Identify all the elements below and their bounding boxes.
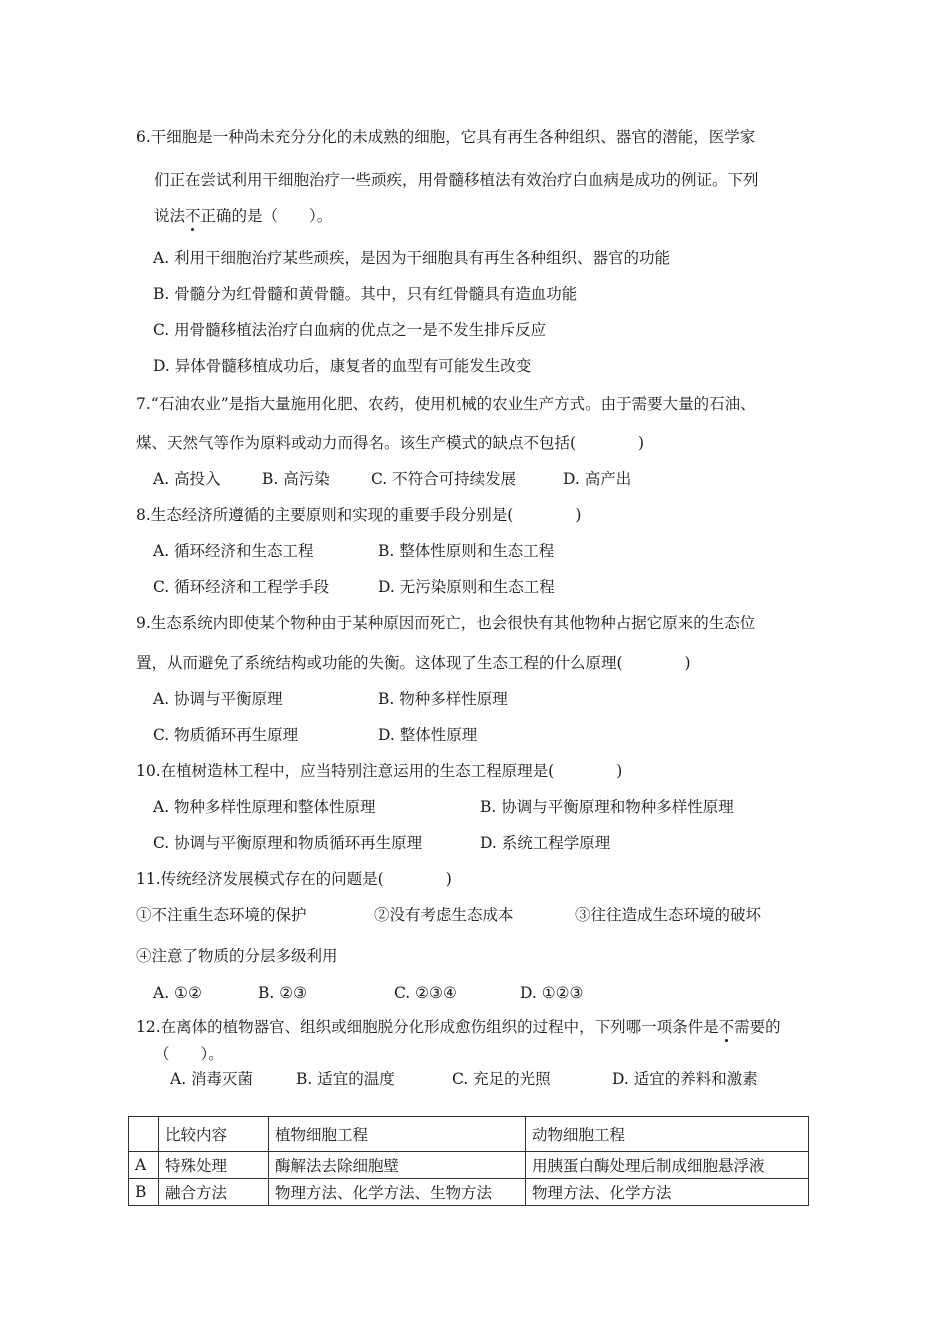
q8-option-c[interactable]: C. 循环经济和工程学手段 — [153, 578, 330, 596]
q11-option-d[interactable]: D. ①②③ — [520, 984, 584, 1002]
table-row — [129, 1179, 809, 1206]
q10-option-c[interactable]: C. 协调与平衡原理和物质循环再生原理 — [153, 834, 423, 852]
table-cell: 用胰蛋白酶处理后制成细胞悬浮液 — [526, 1152, 809, 1179]
q8-stem: 8.生态经济所遵循的主要原则和实现的重要手段分别是( ) — [136, 506, 582, 524]
q7-stem-line2: 煤、天然气等作为原料或动力而得名。该生产模式的缺点不包括( ) — [136, 434, 645, 452]
q7-option-d[interactable]: D. 高产出 — [563, 470, 632, 488]
q12-stem-line1 — [136, 1017, 781, 1037]
table-cell: A — [129, 1152, 159, 1179]
q9-stem-line2: 置，从而避免了系统结构或功能的失衡。这体现了生态工程的什么原理( ) — [136, 654, 691, 672]
q7-option-b[interactable]: B. 高污染 — [262, 470, 330, 488]
table-header-cell: 动物细胞工程 — [526, 1117, 809, 1152]
table-cell: 特殊处理 — [159, 1152, 269, 1179]
q12-option-c[interactable]: C. 充足的光照 — [452, 1070, 551, 1088]
table-header-cell: 植物细胞工程 — [269, 1117, 526, 1152]
q11-option-b[interactable]: B. ②③ — [258, 984, 308, 1002]
table-cell: 物理方法、化学方法、生物方法 — [269, 1179, 526, 1206]
q8-option-d[interactable]: D. 无污染原则和生态工程 — [378, 578, 555, 596]
q6-stem-line3 — [154, 206, 332, 226]
q12-emphasis-char: 不 — [718, 1018, 735, 1036]
q11-stem: 11.传统经济发展模式存在的问题是( ) — [136, 870, 452, 888]
q12-stem-line1-pre: 12.在离体的植物器官、组织或细胞脱分化形成愈伤组织的过程中，下列哪一项条件是 — [136, 1018, 719, 1036]
q11-item-2: ②没有考虑生态成本 — [374, 906, 514, 924]
q10-stem: 10.在植树造林工程中，应当特别注意运用的生态工程原理是( ) — [136, 762, 623, 780]
q7-stem-line1: 7.“石油农业”是指大量施用化肥、农药，使用机械的农业生产方式。由于需要大量的石油、 — [136, 395, 756, 413]
q10-option-d[interactable]: D. 系统工程学原理 — [480, 834, 611, 852]
q6-stem-line3-post: 正确的是（ ）。 — [200, 207, 333, 225]
q6-option-c[interactable]: C. 用骨髓移植法治疗白血病的优点之一是不发生排斥反应 — [153, 321, 547, 339]
q6-stem-line2: 们正在尝试利用干细胞治疗一些顽疾，用骨髓移植法有效治疗白血病是成功的例证。下列 — [154, 171, 759, 189]
q9-option-b[interactable]: B. 物种多样性原理 — [378, 690, 508, 708]
q10-option-b[interactable]: B. 协调与平衡原理和物种多样性原理 — [480, 798, 734, 816]
q7-option-a[interactable]: A. 高投入 — [153, 470, 221, 488]
q8-option-b[interactable]: B. 整体性原则和生态工程 — [378, 542, 555, 560]
table-header-cell: 比较内容 — [159, 1117, 269, 1152]
q12-option-a[interactable]: A. 消毒灭菌 — [170, 1070, 254, 1088]
q6-stem-line3-pre: 说法 — [154, 207, 186, 225]
q9-option-d[interactable]: D. 整体性原理 — [378, 726, 478, 744]
table-cell: 物理方法、化学方法 — [526, 1179, 809, 1206]
q9-stem-line1: 9.生态系统内即使某个物种由于某种原因而死亡，也会很快有其他物种占据它原来的生态位 — [136, 614, 756, 632]
q6-option-b[interactable]: B. 骨髓分为红骨髓和黄骨髓。其中，只有红骨髓具有造血功能 — [153, 285, 578, 303]
q10-option-a[interactable]: A. 物种多样性原理和整体性原理 — [153, 798, 376, 816]
q9-option-a[interactable]: A. 协调与平衡原理 — [153, 690, 283, 708]
table-cell: B — [129, 1179, 159, 1206]
q11-item-1: ①不注重生态环境的保护 — [136, 906, 307, 924]
q6-option-a[interactable]: A. 利用干细胞治疗某些顽疾，是因为干细胞具有再生各种组织、器官的功能 — [153, 249, 671, 267]
q7-option-c[interactable]: C. 不符合可持续发展 — [371, 470, 517, 488]
q6-option-d[interactable]: D. 异体骨髓移植成功后，康复者的血型有可能发生改变 — [153, 357, 532, 375]
q8-option-a[interactable]: A. 循环经济和生态工程 — [153, 542, 314, 560]
table-header-row — [129, 1117, 809, 1152]
table-cell: 酶解法去除细胞壁 — [269, 1152, 526, 1179]
comparison-table — [128, 1116, 809, 1206]
table-header-cell — [129, 1117, 159, 1152]
q11-option-a[interactable]: A. ①② — [153, 984, 202, 1002]
q11-item-4: ④注意了物质的分层多级利用 — [136, 947, 338, 965]
q11-item-3: ③往往造成生态环境的破坏 — [575, 906, 762, 924]
q12-option-d[interactable]: D. 适宜的养料和激素 — [612, 1070, 758, 1088]
q6-stem-line1: 6.干细胞是一种尚未充分分化的未成熟的细胞，它具有再生各种组织、器官的潜能，医学家 — [136, 128, 756, 146]
table-row — [129, 1152, 809, 1179]
q12-stem-line1-post: 需要的 — [734, 1018, 781, 1036]
q12-stem-line2: （ ）。 — [154, 1045, 224, 1063]
q6-emphasis-char: 不 — [185, 207, 201, 225]
q9-option-c[interactable]: C. 物质循环再生原理 — [153, 726, 299, 744]
q11-option-c[interactable]: C. ②③④ — [394, 984, 457, 1002]
q12-option-b[interactable]: B. 适宜的温度 — [296, 1070, 395, 1088]
table-cell: 融合方法 — [159, 1179, 269, 1206]
